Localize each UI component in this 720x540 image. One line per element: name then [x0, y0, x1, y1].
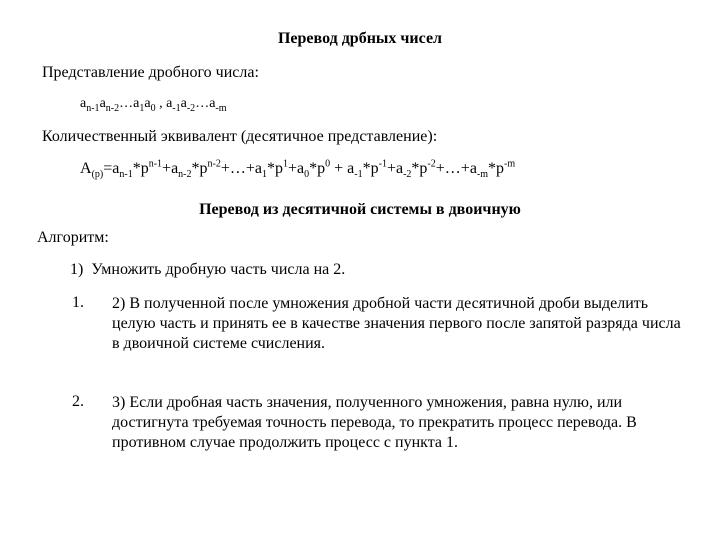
section-title: Перевод из десятичной системы в двоичную	[199, 201, 521, 218]
list-item-text: 3) Если дробная часть значения, полученного умножения, равна нулю, или достигнута требуемая точность перевода, то прекратить процесс перевода. В противном случае продолжить процесс с пункта 1.	[112, 394, 637, 451]
seq-index: n-1	[86, 102, 100, 114]
formula-sup: -1	[378, 158, 387, 170]
representation-label: Представление дробного числа:	[42, 64, 259, 81]
seq-index: -1	[172, 102, 181, 114]
algorithm-label: Алгоритм:	[37, 229, 109, 246]
seq-index: 0	[150, 102, 156, 114]
formula-part: +a	[288, 160, 305, 177]
formula-sub: -1	[354, 169, 363, 181]
seq-index: -2	[186, 102, 196, 114]
seq-part: …a	[119, 96, 140, 111]
digit-sequence	[80, 96, 227, 112]
formula-part: =a	[103, 160, 120, 177]
step-1: 1) Умножить дробную часть числа на 2.	[70, 261, 346, 278]
formula-part: *p	[362, 160, 379, 177]
formula-part: +…+a	[435, 160, 477, 177]
list-item-text: 2) В полученной после умножения дробной части десятичной дроби выделить целую часть и принять ее в качестве значения первого после запятой разряда числа в двоичной системе счисления.	[112, 295, 681, 352]
formula-part: *p	[191, 160, 208, 177]
formula-sup: -m	[504, 158, 516, 170]
formula-sub: -2	[403, 169, 412, 181]
seq-index: -m	[215, 102, 227, 114]
formula-sup: -2	[427, 158, 436, 170]
formula-sup: 1	[283, 158, 289, 170]
formula-sub: 1	[262, 169, 268, 181]
formula-part: +a	[162, 160, 179, 177]
seq-index: 1	[139, 102, 145, 114]
formula-sup: n-1	[148, 158, 163, 170]
formula-sub: (p)	[91, 169, 104, 181]
formula-part: *p	[267, 160, 284, 177]
formula-sup: n-2	[207, 158, 221, 170]
formula-part: A	[80, 160, 92, 177]
seq-part: a	[144, 96, 151, 111]
seq-part: a	[180, 96, 187, 111]
formula-part: + a	[330, 160, 355, 177]
formula-sub: n-2	[178, 169, 192, 181]
formula-sub: 0	[304, 169, 310, 181]
formula-sup: 0	[325, 158, 331, 170]
formula-part: *p	[411, 160, 428, 177]
equivalent-formula	[80, 158, 516, 181]
list-marker: 2.	[72, 393, 84, 410]
formula-part: +…+a	[220, 160, 263, 177]
formula-part: *p	[132, 160, 149, 177]
seq-part: a	[99, 96, 106, 111]
formula-sub: n-1	[119, 169, 133, 181]
seq-index: n-2	[105, 102, 120, 114]
seq-part: a	[80, 96, 87, 111]
formula-sub: -m	[476, 169, 489, 181]
formula-part: *p	[309, 160, 326, 177]
page-title: Перевод дрбных чисел	[277, 30, 443, 47]
list-marker: 1.	[72, 294, 84, 311]
seq-part: , a	[155, 96, 173, 111]
equivalent-label: Количественный эквивалент (десятичное представление):	[42, 128, 438, 145]
seq-part: …a	[195, 96, 216, 111]
formula-part: +a	[386, 160, 404, 177]
formula-part: *p	[488, 160, 505, 177]
